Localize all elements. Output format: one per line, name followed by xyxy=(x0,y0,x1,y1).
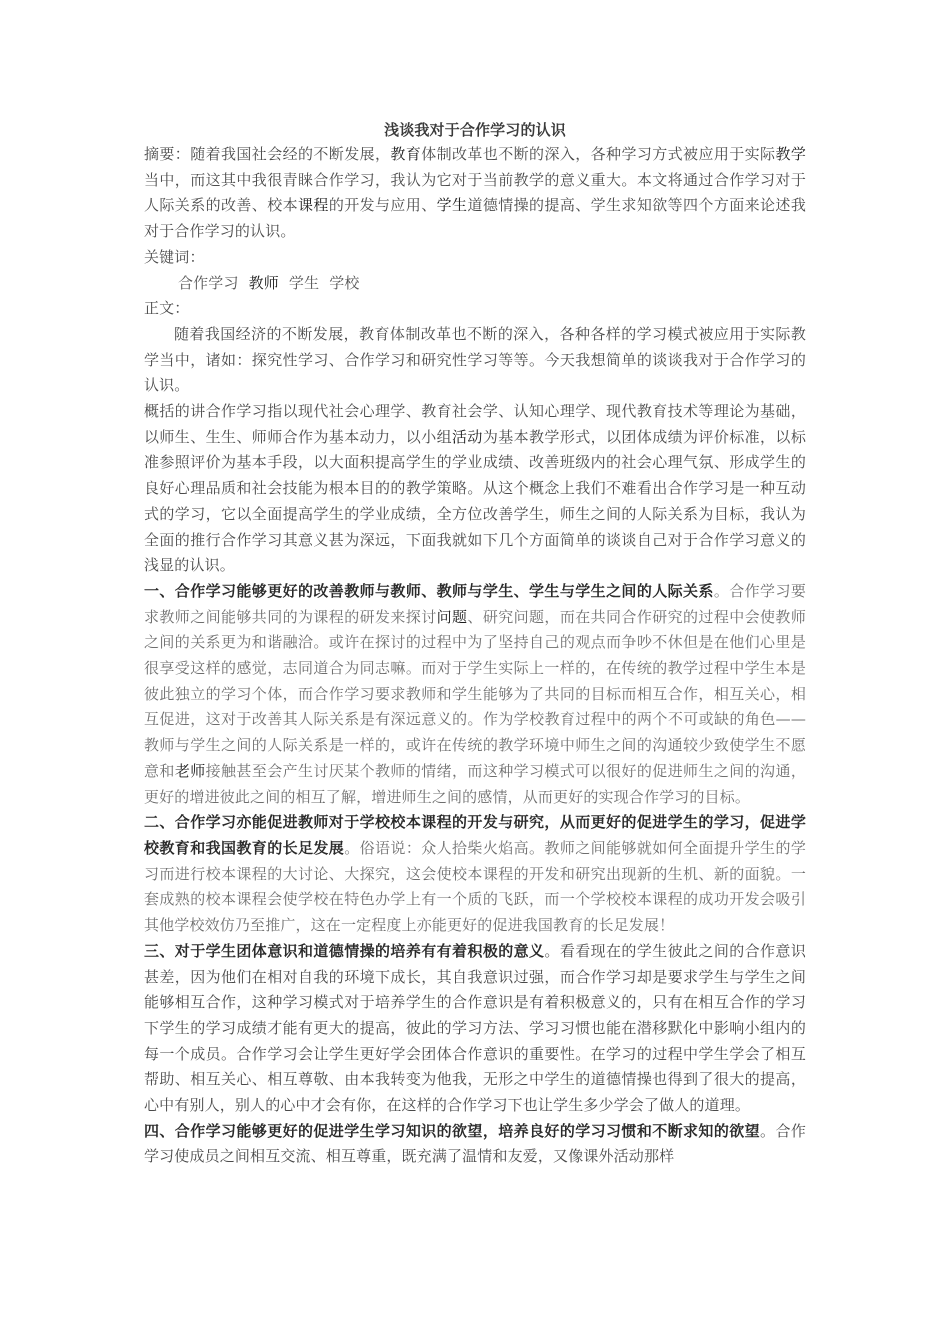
overview-text-1: 概括的讲合作学习指以现代社会心理学、教育社会学、认知心理学、现代教育技术等理论为基础，以师生、生生、师师合作为基本动力，以小组 xyxy=(144,402,806,446)
keyword-item: 学校 xyxy=(329,273,360,292)
abstract-link-education[interactable]: 教育 xyxy=(390,145,422,163)
abstract-link-student[interactable]: 学生 xyxy=(436,196,468,215)
section2-paragraph xyxy=(144,810,806,939)
section3-heading: 三、对于学生团体意识和道德情操的培养有有着积极的意义 xyxy=(144,941,545,960)
section1-text-1: 。合作学习要求教师之间能够共同的为课程的研发来探讨 xyxy=(144,581,806,626)
section3-paragraph xyxy=(144,939,806,1119)
section1-text-3: 接触甚至会产生讨厌某个教师的情绪，而这种学习模式可以很好的促进师生之间的沟通，更好的增进彼此之间的相互了解，增进师生之间的感情，从而更好的实现合作学习的目标。 xyxy=(144,761,806,806)
abstract-text-5: 道德情操的提高、学生求知欲等四个方面来论述我对于合作学习的认识。 xyxy=(144,196,806,241)
section1-link-teacher[interactable]: 老师 xyxy=(174,761,206,780)
section4-paragraph xyxy=(144,1119,806,1170)
overview-link-activity[interactable]: 活动 xyxy=(452,427,483,446)
section1-heading: 一、合作学习能够更好的改善教师与教师、教师与学生、学生与学生之间的人际关系 xyxy=(144,581,714,600)
overview-text-2: 为基本教学形式，以团体成绩为评价标准，以标准参照评价为基本手段，以大面积提高学生的学业成绩、改善班级内的社会心理气氛、形成学生的良好心理品质和社会技能为根本目的的教学策略。从这个概念上我们不难看出合作学习是一种互动式的学习，它以全面提高学生的学业成绩，全方位改善学生，师生之间的人际关系为目标，我认为全面的推行合作学习其意义甚为深远，下面我就如下几个方面简单的谈谈自己对于合作学习意义的浅显的认识。 xyxy=(144,427,806,575)
section1-text-2: 、研究问题，而在共同合作研究的过程中会使教师之间的关系更为和谐融洽。或许在探讨的过程中为了坚持自己的观点而争吵不休但是在他们心里是很享受这样的感觉，志同道合为同志嘛。而对于学生实际上一样的，在传统的教学过程中学生本是彼此独立的学习个体，而合作学习要求教师和学生能够为了共同的目标而相互合作，相互关心，相互促进，这对于改善其人际关系是有深远意义的。作为学校教育过程中的两个不可或缺的角色——教师与学生之间的人际关系是一样的，或许在传统的教学环境中师生之间的沟通较少致使学生不愿意和 xyxy=(144,607,806,780)
keywords-label: 关键词： xyxy=(144,247,205,266)
document-title: 浅谈我对于合作学习的认识 xyxy=(384,121,566,139)
section2-heading: 二、合作学习亦能促进教师对于学校校本课程的开发与研究，从而更好的促进学生的学习，促进学校教育和我国教育的长足发展 xyxy=(144,813,806,857)
section1-link-question[interactable]: 问题 xyxy=(436,607,468,626)
section1-paragraph xyxy=(144,579,806,810)
keyword-item: 学生 xyxy=(288,273,320,292)
keywords-list xyxy=(144,271,806,297)
section4-text: 。合作学习使成员之间相互交流、相互尊重，既充满了温情和友爱，又像课外活动那样 xyxy=(144,1121,806,1166)
overview-paragraph xyxy=(144,399,806,579)
intro-paragraph: 随着我国经济的不断发展，教育体制改革也不断的深入，各种各样的学习模式被应用于实际教学当中，诸如：探究性学习、合作学习和研究性学习等等。今天我想简单的谈谈我对于合作学习的认识。 xyxy=(144,324,806,395)
abstract-link-teaching[interactable]: 教学 xyxy=(775,145,807,163)
abstract-paragraph xyxy=(144,142,806,245)
abstract-link-curriculum[interactable]: 课程 xyxy=(298,196,329,215)
abstract-text-1: 摘要：随着我国社会经的不断发展， xyxy=(144,145,391,163)
document-page xyxy=(144,118,806,1170)
abstract-text-4: 的开发与应用、 xyxy=(328,196,437,215)
section3-text: 。看看现在的学生彼此之间的合作意识甚差，因为他们在相对自我的环境下成长，其自我意识过强，而合作学习却是要求学生与学生之间能够相互合作，这种学习模式对于培养学生的合作意识是有着积极意义的，只有在相互合作的学习下学生的学习成绩才能有更大的提高，彼此的学习方法、学习习惯也能在潜移默化中影响小组内的每一个成员。合作学习会让学生更好学会团体合作意识的重要性。在学习的过程中学生学会了相互帮助、相互关心、相互尊敬、由本我转变为他我，无形之中学生的道德情操也得到了很大的提高，心中有别人，别人的心中才会有你，在这样的合作学习下也让学生多少学会了做人的道理。 xyxy=(144,941,806,1115)
keyword-item-link[interactable]: 教师 xyxy=(248,273,279,292)
section4-heading: 四、合作学习能够更好的促进学生学习知识的欲望，培养良好的学习习惯和不断求知的欲望 xyxy=(144,1121,761,1140)
section2-text: 。俗语说：众人拾柴火焰高。教师之间能够就如何全面提升学生的学习而进行校本课程的大讨论、大探究，这会使校本课程的开发和研究出现新的生机、新的面貌。一套成熟的校本课程会使学校在特色办学上有一个质的飞跃，而一个学校校本课程的成功开发会吸引其他学校效仿乃至推广，这在一定程度上亦能更好的促进我国教育的长足发展！ xyxy=(144,838,806,935)
body-label: 正文： xyxy=(144,299,190,318)
keyword-item: 合作学习 xyxy=(178,273,239,292)
abstract-text-2: 体制改革也不断的深入，各种学习方式被应用于实际 xyxy=(421,145,776,163)
abstract-text-3: 当中，而这其中我很青睐合作学习，我认为它对于当前教学的意义重大。本文将通过合作学习对于人际关系的改善、校本 xyxy=(144,170,806,215)
